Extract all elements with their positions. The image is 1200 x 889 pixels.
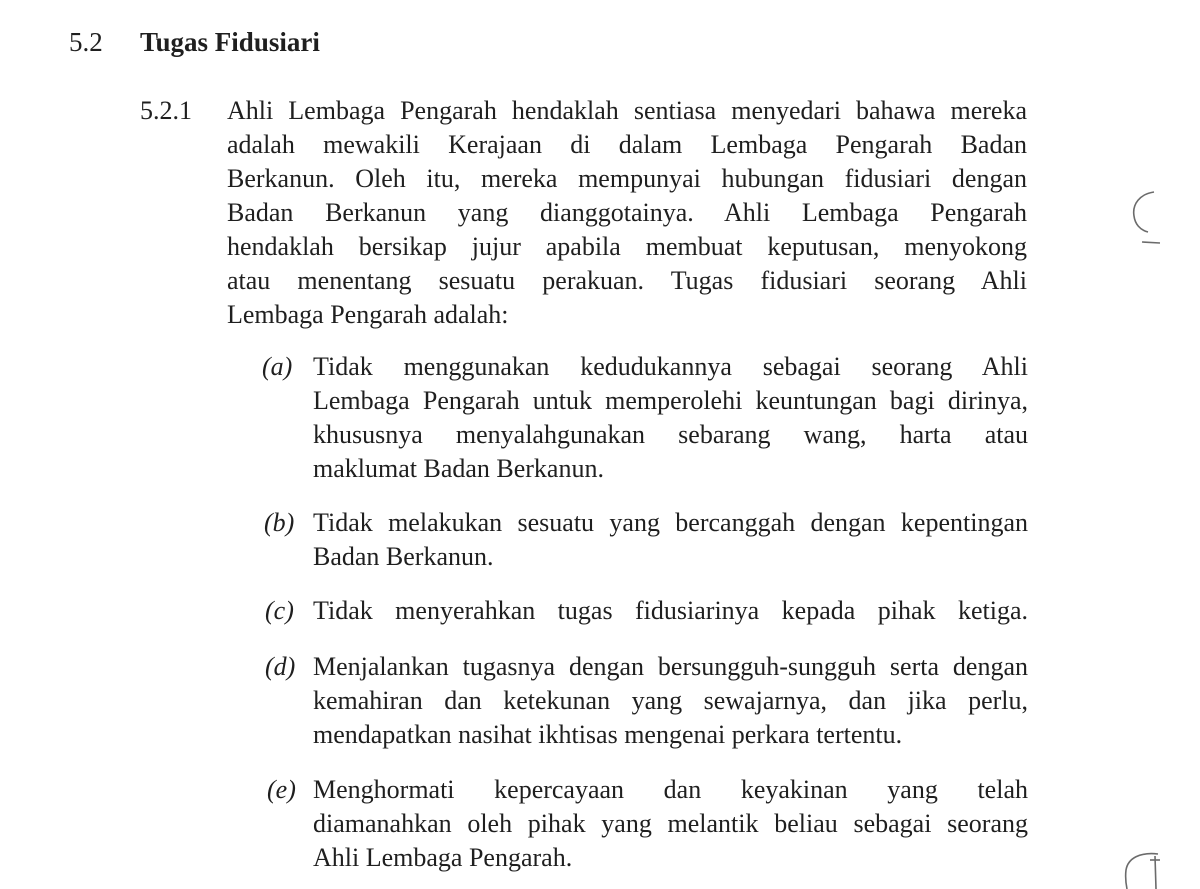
item-label-a: (a) — [262, 352, 293, 381]
item-b-line: Tidak melakukan sesuatu yang bercanggah dengan kepentingan — [313, 508, 1028, 537]
binder-hole-mark-icon — [1118, 186, 1168, 250]
item-a-line: Lembaga Pengarah untuk memperolehi keuntungan bagi dirinya, — [313, 386, 1028, 415]
item-e-line: Menghormati kepercayaan dan keyakinan yang telah — [313, 775, 1028, 804]
paragraph-line: adalah mewakili Kerajaan di dalam Lembaga Pengarah Badan — [227, 130, 1027, 159]
item-c-line: Tidak menyerahkan tugas fidusiarinya kepada pihak ketiga. — [313, 596, 1028, 625]
item-e-line: diamanahkan oleh pihak yang melantik beliau sebagai seorang — [313, 809, 1028, 838]
paragraph-line: Badan Berkanun yang dianggotainya. Ahli Lembaga Pengarah — [227, 198, 1027, 227]
item-d-line: kemahiran dan ketekunan yang sewajarnya, dan jika perlu, — [313, 686, 1028, 715]
item-e-line: Ahli Lembaga Pengarah. — [313, 843, 573, 872]
paragraph-line: Berkanun. Oleh itu, mereka mempunyai hubungan fidusiari dengan — [227, 164, 1027, 193]
item-a-line: khususnya menyalahgunakan sebarang wang, harta atau — [313, 420, 1028, 449]
binder-hole-mark-icon — [1100, 846, 1170, 889]
paragraph-line: Lembaga Pengarah adalah: — [227, 300, 509, 329]
item-label-b: (b) — [264, 508, 295, 537]
item-d-line: Menjalankan tugasnya dengan bersungguh-sungguh serta dengan — [313, 652, 1028, 681]
section-number: 5.2 — [69, 27, 103, 57]
item-label-e: (e) — [267, 775, 296, 804]
paragraph-line: hendaklah bersikap jujur apabila membuat keputusan, menyokong — [227, 232, 1027, 261]
paragraph-line: Ahli Lembaga Pengarah hendaklah sentiasa menyedari bahawa mereka — [227, 96, 1027, 125]
item-d-line: mendapatkan nasihat ikhtisas mengenai perkara tertentu. — [313, 720, 903, 749]
item-a-line: Tidak menggunakan kedudukannya sebagai seorang Ahli — [313, 352, 1028, 381]
item-a-line: maklumat Badan Berkanun. — [313, 454, 604, 483]
paragraph-line: atau menentang sesuatu perakuan. Tugas fidusiari seorang Ahli — [227, 266, 1027, 295]
item-b-line: Badan Berkanun. — [313, 542, 494, 571]
section-title: Tugas Fidusiari — [140, 27, 320, 57]
item-label-c: (c) — [265, 596, 294, 625]
item-label-d: (d) — [265, 652, 296, 681]
subsection-number: 5.2.1 — [140, 96, 192, 125]
